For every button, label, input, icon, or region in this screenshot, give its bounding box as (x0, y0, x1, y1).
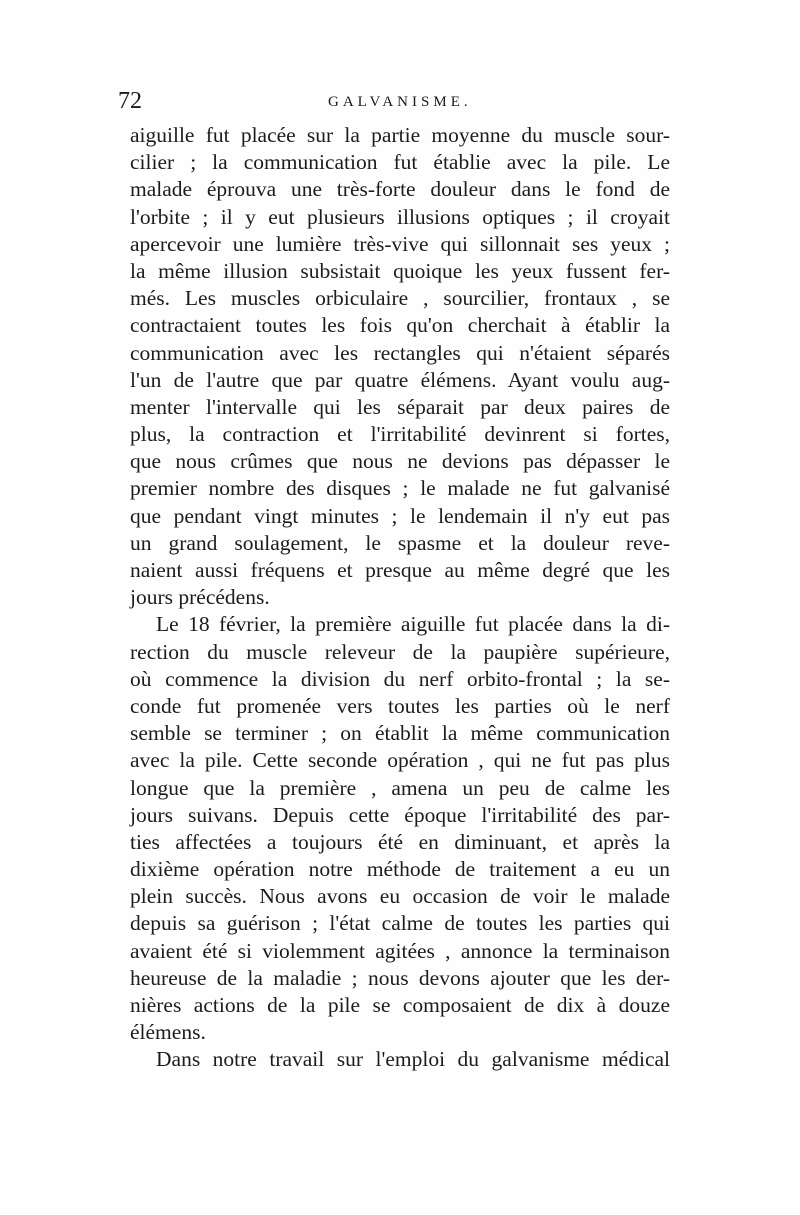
text-line: més. Les muscles orbiculaire , sourcilier, frontaux , se (130, 286, 670, 311)
text-line: Le 18 février, la première aiguille fut placée dans la di- (156, 612, 670, 637)
text-line: apercevoir une lumière très-vive qui sillonnait ses yeux ; (130, 231, 670, 256)
text-line: que pendant vingt minutes ; le lendemain il n'y eut pas (130, 503, 670, 528)
text-line: avec la pile. Cette seconde opération , qui ne fut pas plus (130, 748, 670, 773)
text-line: dixième opération notre méthode de traitement a eu un (130, 857, 670, 882)
paragraph (130, 1046, 670, 1073)
text-line: jours précédens. (130, 585, 270, 610)
text-line: communication avec les rectangles qui n'étaient séparés (130, 340, 670, 365)
text-line: où commence la division du nerf orbito-frontal ; la se- (130, 666, 670, 691)
running-title: GALVANISME. (328, 94, 472, 110)
text-line: nières actions de la pile se composaient de dix à douze (130, 993, 670, 1017)
body-text (130, 122, 670, 1074)
text-line: malade éprouva une très-forte douleur dans le fond de (130, 177, 670, 202)
text-line: semble se terminer ; on établit la même communication (130, 721, 670, 746)
text-line: rection du muscle releveur de la paupière supérieure, (130, 639, 670, 664)
page-number: 72 (118, 88, 142, 114)
text-line: conde fut promenée vers toutes les parties où le nerf (130, 693, 670, 718)
text-line: longue que la première , amena un peu de calme les (130, 775, 670, 800)
text-line: menter l'intervalle qui les séparait par deux paires de (130, 394, 670, 419)
text-line: la même illusion subsistait quoique les yeux fussent fer- (130, 258, 670, 283)
text-line: ties affectées a toujours été en diminuant, et après la (130, 829, 670, 854)
text-line: l'orbite ; il y eut plusieurs illusions optiques ; il croyait (130, 204, 670, 229)
page-header (118, 88, 678, 118)
text-line: premier nombre des disques ; le malade ne fut galvanisé (130, 476, 670, 501)
paragraph (130, 122, 670, 611)
text-line: cilier ; la communication fut établie avec la pile. Le (130, 150, 670, 175)
text-line: avaient été si violemment agitées , annonce la terminaison (130, 938, 670, 963)
text-line: contractaient toutes les fois qu'on cherchait à établir la (130, 313, 670, 338)
text-line: Dans notre travail sur l'emploi du galvanisme médical (156, 1047, 670, 1072)
text-line: heureuse de la maladie ; nous devons ajouter que les der- (130, 965, 670, 990)
paragraph (130, 611, 670, 1046)
text-line: depuis sa guérison ; l'état calme de toutes les parties qui (130, 911, 670, 936)
text-line: plus, la contraction et l'irritabilité devinrent si fortes, (130, 422, 670, 447)
text-line: naient aussi fréquens et presque au même degré que les (130, 558, 670, 582)
text-line: plein succès. Nous avons eu occasion de voir le malade (130, 884, 670, 909)
text-line: que nous crûmes que nous ne devions pas dépasser le (130, 449, 670, 474)
text-line: aiguille fut placée sur la partie moyenne du muscle sour- (130, 123, 670, 147)
text-line: un grand soulagement, le spasme et la douleur reve- (130, 530, 670, 555)
text-line: l'un de l'autre que par quatre élémens. Ayant voulu aug- (130, 367, 670, 392)
text-line: élémens. (130, 1020, 206, 1045)
text-line: jours suivans. Depuis cette époque l'irritabilité des par- (130, 802, 670, 827)
